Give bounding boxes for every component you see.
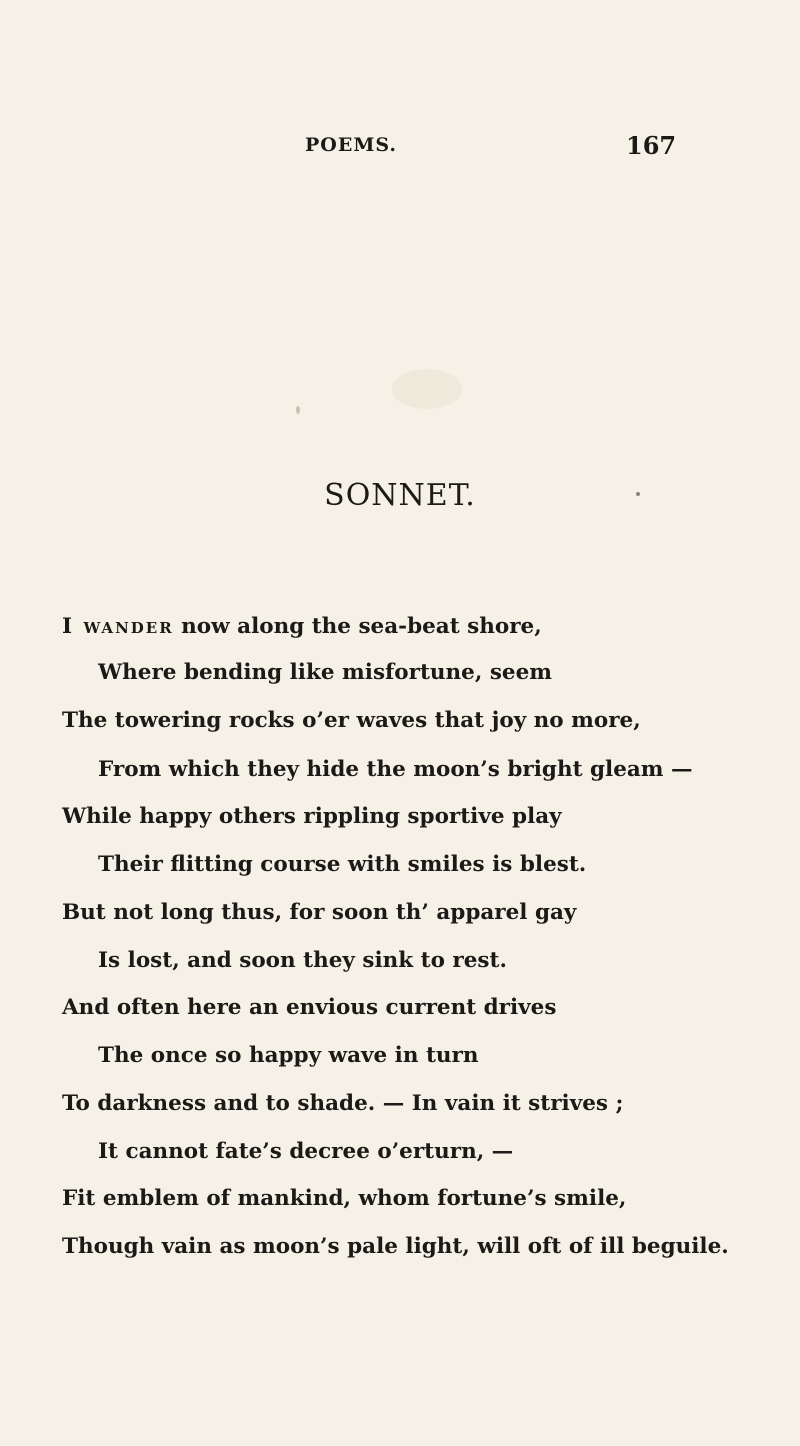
poem-line-11: To darkness and to shade. — In vain it strives ; xyxy=(62,1091,624,1116)
poem-line-14: Though vain as moon’s pale light, will oft of ill beguile. xyxy=(62,1234,729,1259)
poem-line-13: Fit emblem of mankind, whom fortune’s smile, xyxy=(62,1186,627,1211)
poem-first-line-rest: now along the sea-beat shore, xyxy=(173,614,542,639)
poem-line-9: And often here an envious current drives xyxy=(62,995,557,1020)
paper-speck xyxy=(296,406,300,414)
poem-line-1 xyxy=(62,612,542,642)
poem-title: SONNET. xyxy=(324,478,476,513)
poem-line-4: From which they hide the moon’s bright gleam — xyxy=(98,757,693,782)
poem-line-12: It cannot fate’s decree o’erturn, — xyxy=(98,1139,514,1164)
poem-line-10: The once so happy wave in turn xyxy=(98,1043,479,1068)
paper-speck xyxy=(636,492,640,496)
running-head: POEMS. xyxy=(305,134,398,156)
poem-line-6: Their flitting course with smiles is blest. xyxy=(98,852,587,877)
poem-line-5: While happy others rippling sportive play xyxy=(62,804,562,829)
paper-stain xyxy=(392,369,462,409)
poem-line-2: Where bending like misfortune, seem xyxy=(98,660,553,685)
poem-line-7: But not long thus, for soon th’ apparel gay xyxy=(62,900,577,925)
poem-line-3: The towering rocks o’er waves that joy no more, xyxy=(62,708,641,733)
poem-line-8: Is lost, and soon they sink to rest. xyxy=(98,948,507,973)
page-number: 167 xyxy=(626,131,677,160)
poem-first-word: I wander xyxy=(62,614,174,639)
